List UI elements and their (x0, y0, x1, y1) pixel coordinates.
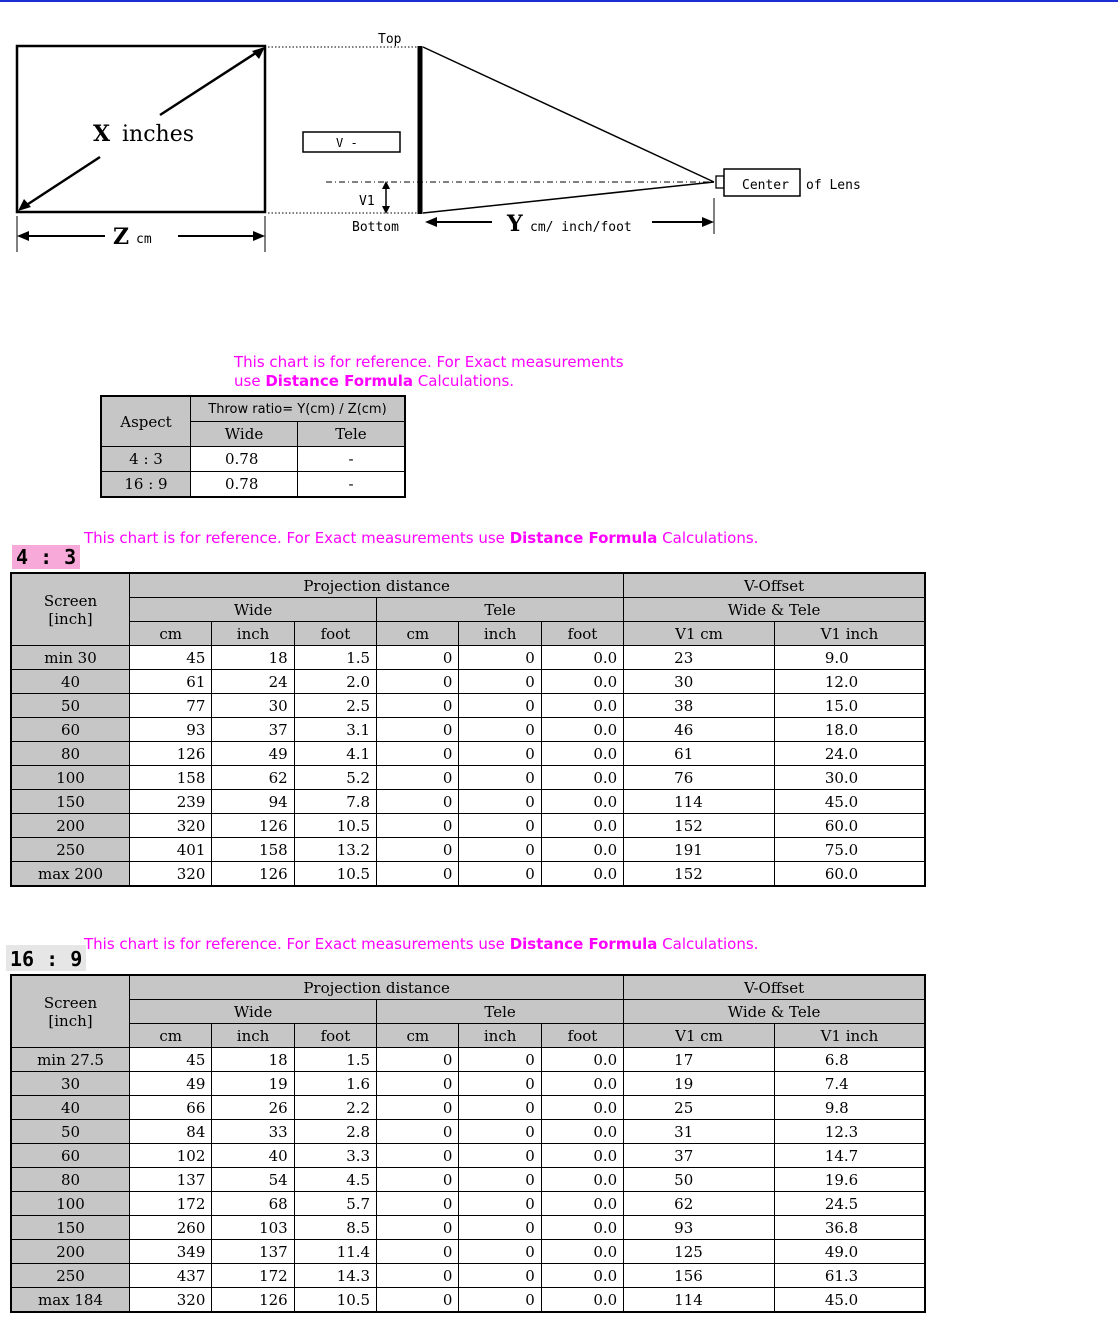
y-unit: cm/ inch/foot (530, 220, 632, 235)
table-cell: 200 (11, 1240, 130, 1264)
table-cell: 10.5 (294, 862, 376, 887)
table-cell: 40 (11, 1096, 130, 1120)
col-header-foot: foot (541, 622, 623, 646)
table-cell: 4.1 (294, 742, 376, 766)
col-header-cm: cm (377, 1024, 459, 1048)
table-cell: 36.8 (774, 1216, 925, 1240)
table-cell: 4.5 (294, 1168, 376, 1192)
table-cell: 126 (212, 862, 294, 887)
v-offset-header: V-Offset (624, 975, 925, 1000)
table-cell: 0 (377, 1240, 459, 1264)
table-row (11, 1168, 925, 1192)
table-cell: 0 (459, 694, 541, 718)
table-cell: 200 (11, 814, 130, 838)
table-cell: 0 (459, 670, 541, 694)
table-cell: 0.0 (541, 742, 623, 766)
table-cell: 156 (624, 1264, 775, 1288)
table-cell: 62 (624, 1192, 775, 1216)
table-cell: 150 (11, 1216, 130, 1240)
table-row (11, 766, 925, 790)
screen-label-inches: inches (122, 122, 195, 147)
lens-box (716, 176, 724, 188)
table-cell: 260 (130, 1216, 212, 1240)
table-cell: 0 (377, 1264, 459, 1288)
table-cell: 94 (212, 790, 294, 814)
table-cell: 30 (212, 694, 294, 718)
table-cell: 0 (459, 1072, 541, 1096)
col-header-inch: inch (212, 1024, 294, 1048)
table-cell: 60.0 (774, 814, 925, 838)
table-cell: 24 (212, 670, 294, 694)
table-cell: 24.5 (774, 1192, 925, 1216)
table-cell: 76 (624, 766, 775, 790)
distance-table-16-9 (10, 974, 926, 1313)
aspect-header: Aspect (101, 396, 191, 447)
diagonal-arrow-head-bottom (18, 199, 31, 211)
ratio-header: Throw ratio= Y(cm) / Z(cm) (191, 396, 406, 422)
table-cell: 6.8 (774, 1048, 925, 1072)
table-cell: 84 (130, 1120, 212, 1144)
table-cell: 11.4 (294, 1240, 376, 1264)
table-cell: max 184 (11, 1288, 130, 1313)
table-cell: 100 (11, 1192, 130, 1216)
projection-distance-header: Projection distance (130, 975, 624, 1000)
reference-note-top: This chart is for reference. For Exact measurements use Distance Formula Calculations. (234, 353, 624, 390)
table-cell: 31 (624, 1120, 775, 1144)
table-cell: 18.0 (774, 718, 925, 742)
table-cell: 0 (459, 1264, 541, 1288)
table-cell: 15.0 (774, 694, 925, 718)
table-cell: 320 (130, 1288, 212, 1313)
col-header-cm: cm (377, 622, 459, 646)
table-cell: 5.2 (294, 766, 376, 790)
table-cell: 9.0 (774, 646, 925, 670)
table-cell: 114 (624, 790, 775, 814)
table-cell: 320 (130, 814, 212, 838)
table-cell: 12.3 (774, 1120, 925, 1144)
table-row (11, 1288, 925, 1313)
table-cell: 158 (212, 838, 294, 862)
table-cell: 46 (624, 718, 775, 742)
table-cell: 50 (624, 1168, 775, 1192)
reference-note-4-3: This chart is for reference. For Exact measurements use Distance Formula Calculations. (84, 529, 759, 547)
col-header-inch: inch (459, 1024, 541, 1048)
table-cell: 0 (377, 1120, 459, 1144)
aspect-tag-16-9: 16 : 9 (6, 945, 86, 971)
projection-diagram (0, 20, 900, 260)
table-cell: 0 (377, 694, 459, 718)
table-cell: 0 (459, 1096, 541, 1120)
screen-label-x: X (93, 121, 111, 147)
table-cell: 45.0 (774, 1288, 925, 1313)
table-cell: 0.0 (541, 1192, 623, 1216)
table-cell: 60 (11, 718, 130, 742)
table-cell: 45 (130, 1048, 212, 1072)
table-cell: 0 (459, 1240, 541, 1264)
table-cell: 68 (212, 1192, 294, 1216)
center-label: Center (742, 178, 789, 193)
table-cell: 250 (11, 1264, 130, 1288)
table-cell: 3.3 (294, 1144, 376, 1168)
table-cell: 125 (624, 1240, 775, 1264)
distance-table-4-3 (10, 572, 926, 887)
table-cell: 3.1 (294, 718, 376, 742)
screen-header: Screen [inch] (11, 975, 130, 1048)
table-row (11, 838, 925, 862)
tele-group-header: Tele (377, 598, 624, 622)
table-cell: 93 (624, 1216, 775, 1240)
col-header-v1-inch: V1 inch (774, 1024, 925, 1048)
throw-row: 16 : 9 0.78 - (101, 472, 405, 498)
table-cell: 49.0 (774, 1240, 925, 1264)
table-cell: 0 (377, 1144, 459, 1168)
table-cell: 38 (624, 694, 775, 718)
table-cell: 50 (11, 694, 130, 718)
table-cell: min 30 (11, 646, 130, 670)
table-cell: 239 (130, 790, 212, 814)
table-cell: 25 (624, 1096, 775, 1120)
wide-header: Wide (191, 422, 298, 447)
throw-ratio-table (100, 395, 406, 498)
table-cell: 60.0 (774, 862, 925, 887)
table-cell: 320 (130, 862, 212, 887)
table-cell: 137 (130, 1168, 212, 1192)
table-cell: 0 (459, 766, 541, 790)
table-cell: 0 (459, 742, 541, 766)
table-cell: 250 (11, 838, 130, 862)
table-cell: 0.0 (541, 1216, 623, 1240)
table-cell: 0 (377, 766, 459, 790)
table-cell: 0.0 (541, 814, 623, 838)
table-row (11, 862, 925, 887)
projection-distance-header: Projection distance (130, 573, 624, 598)
table-cell: 0 (459, 1048, 541, 1072)
table-cell: 5.7 (294, 1192, 376, 1216)
table-cell: 30.0 (774, 766, 925, 790)
col-header-foot: foot (294, 1024, 376, 1048)
table-cell: 77 (130, 694, 212, 718)
table-cell: 1.5 (294, 646, 376, 670)
table-row (11, 1096, 925, 1120)
table-cell: 150 (11, 790, 130, 814)
col-header-inch: inch (212, 622, 294, 646)
table-cell: 102 (130, 1144, 212, 1168)
table-row (11, 742, 925, 766)
table-row (11, 1048, 925, 1072)
table-cell: 0 (377, 790, 459, 814)
z-label: Z (113, 224, 130, 250)
col-header-cm: cm (130, 1024, 212, 1048)
table-cell: 23 (624, 646, 775, 670)
y-label: Y (507, 211, 523, 237)
table-cell: 61 (624, 742, 775, 766)
aspect-tag-4-3: 4 : 3 (12, 545, 80, 569)
table-cell: 126 (212, 814, 294, 838)
table-cell: 0.0 (541, 838, 623, 862)
table-cell: 0 (377, 1168, 459, 1192)
table-cell: 24.0 (774, 742, 925, 766)
table-cell: 30 (11, 1072, 130, 1096)
table-cell: 0 (459, 1144, 541, 1168)
table-cell: 0 (459, 1216, 541, 1240)
table-cell: 14.7 (774, 1144, 925, 1168)
table-cell: 40 (11, 670, 130, 694)
of-lens-label: of Lens (806, 178, 861, 193)
table-row (11, 1072, 925, 1096)
top-rule (0, 0, 1118, 2)
table-cell: 14.3 (294, 1264, 376, 1288)
table-cell: 0.0 (541, 694, 623, 718)
table-cell: 0 (459, 718, 541, 742)
table-cell: 80 (11, 742, 130, 766)
table-cell: 50 (11, 1120, 130, 1144)
table-cell: 437 (130, 1264, 212, 1288)
table-cell: 2.5 (294, 694, 376, 718)
table-cell: 0 (377, 814, 459, 838)
table-cell: 0.0 (541, 1048, 623, 1072)
table-cell: 33 (212, 1120, 294, 1144)
tele-group-header: Tele (377, 1000, 624, 1024)
table-cell: 0 (377, 742, 459, 766)
col-header-foot: foot (294, 622, 376, 646)
table-cell: 7.8 (294, 790, 376, 814)
col-header-v1-cm: V1 cm (624, 622, 775, 646)
v-offset-header: V-Offset (624, 573, 925, 598)
screen-header: Screen [inch] (11, 573, 130, 646)
col-header-foot: foot (541, 1024, 623, 1048)
table-cell: 8.5 (294, 1216, 376, 1240)
col-header-v1-cm: V1 cm (624, 1024, 775, 1048)
table-cell: 2.0 (294, 670, 376, 694)
table-cell: 10.5 (294, 814, 376, 838)
bottom-label: Bottom (352, 220, 399, 235)
table-cell: 17 (624, 1048, 775, 1072)
table-row (11, 1216, 925, 1240)
table-cell: 12.0 (774, 670, 925, 694)
table-cell: 0 (459, 1120, 541, 1144)
table-cell: 61 (130, 670, 212, 694)
table-cell: 126 (212, 1288, 294, 1313)
table-cell: 0 (377, 838, 459, 862)
table-cell: 60 (11, 1144, 130, 1168)
table-cell: 0 (377, 1216, 459, 1240)
table-cell: 0 (459, 814, 541, 838)
table-cell: 0 (459, 862, 541, 887)
table-cell: 10.5 (294, 1288, 376, 1313)
table-cell: 26 (212, 1096, 294, 1120)
table-cell: 61.3 (774, 1264, 925, 1288)
table-cell: 114 (624, 1288, 775, 1313)
table-row (11, 1192, 925, 1216)
table-cell: 158 (130, 766, 212, 790)
table-row (11, 814, 925, 838)
col-header-v1-inch: V1 inch (774, 622, 925, 646)
top-label: Top (378, 32, 402, 47)
table-cell: 191 (624, 838, 775, 862)
table-cell: 0.0 (541, 1096, 623, 1120)
table-row (11, 670, 925, 694)
table-cell: 0.0 (541, 718, 623, 742)
table-cell: 100 (11, 766, 130, 790)
z-unit: cm (136, 232, 152, 247)
table-cell: max 200 (11, 862, 130, 887)
table-cell: 152 (624, 814, 775, 838)
table-cell: 172 (130, 1192, 212, 1216)
table-cell: 0 (459, 1168, 541, 1192)
table-cell: 401 (130, 838, 212, 862)
table-row (11, 646, 925, 670)
v1-label: V1 (359, 194, 375, 209)
table-cell: 45 (130, 646, 212, 670)
table-cell: 80 (11, 1168, 130, 1192)
table-cell: 0.0 (541, 1120, 623, 1144)
reference-note-16-9: This chart is for reference. For Exact measurements use Distance Formula Calculations. (84, 935, 759, 953)
table-cell: 0.0 (541, 1072, 623, 1096)
table-cell: 0 (459, 790, 541, 814)
table-row (11, 790, 925, 814)
wide-tele-header: Wide & Tele (624, 598, 925, 622)
table-cell: 0 (459, 1288, 541, 1313)
table-cell: 9.8 (774, 1096, 925, 1120)
wide-group-header: Wide (130, 1000, 377, 1024)
table-cell: 1.5 (294, 1048, 376, 1072)
table-cell: 0.0 (541, 766, 623, 790)
table-cell: 19 (624, 1072, 775, 1096)
table-cell: 0.0 (541, 1264, 623, 1288)
wide-tele-header: Wide & Tele (624, 1000, 925, 1024)
table-cell: 49 (130, 1072, 212, 1096)
throw-row: 4 : 3 0.78 - (101, 447, 405, 472)
table-cell: 0 (377, 670, 459, 694)
table-cell: 0 (459, 646, 541, 670)
table-cell: 0.0 (541, 1240, 623, 1264)
table-cell: 126 (130, 742, 212, 766)
table-cell: 13.2 (294, 838, 376, 862)
table-cell: 19 (212, 1072, 294, 1096)
table-row (11, 1240, 925, 1264)
table-cell: 0 (377, 646, 459, 670)
table-cell: 1.6 (294, 1072, 376, 1096)
table-cell: 40 (212, 1144, 294, 1168)
table-cell: 0.0 (541, 1288, 623, 1313)
table-cell: 152 (624, 862, 775, 887)
table-cell: 2.2 (294, 1096, 376, 1120)
table-cell: 0 (377, 862, 459, 887)
table-row (11, 718, 925, 742)
table-cell: 7.4 (774, 1072, 925, 1096)
tele-header: Tele (298, 422, 406, 447)
table-cell: 0.0 (541, 1168, 623, 1192)
diagonal-line-lower (22, 157, 100, 208)
table-row (11, 1144, 925, 1168)
table-cell: 62 (212, 766, 294, 790)
table-cell: 19.6 (774, 1168, 925, 1192)
table-cell: 103 (212, 1216, 294, 1240)
table-cell: 0 (459, 1192, 541, 1216)
table-cell: 49 (212, 742, 294, 766)
table-cell: 0 (377, 1288, 459, 1313)
table-cell: 18 (212, 1048, 294, 1072)
diagonal-arrow-head-top (252, 47, 265, 59)
table-cell: 0.0 (541, 790, 623, 814)
table-cell: 93 (130, 718, 212, 742)
table-cell: 172 (212, 1264, 294, 1288)
table-cell: 0 (377, 1192, 459, 1216)
table-cell: 0 (377, 1096, 459, 1120)
table-cell: 349 (130, 1240, 212, 1264)
table-cell: 0 (377, 718, 459, 742)
table-cell: 66 (130, 1096, 212, 1120)
wide-group-header: Wide (130, 598, 377, 622)
table-cell: 0.0 (541, 646, 623, 670)
table-row (11, 694, 925, 718)
table-cell: 37 (212, 718, 294, 742)
table-cell: 45.0 (774, 790, 925, 814)
table-cell: 0 (377, 1072, 459, 1096)
table-cell: 0 (459, 838, 541, 862)
table-cell: 137 (212, 1240, 294, 1264)
col-header-cm: cm (130, 622, 212, 646)
v-label: V - (336, 136, 358, 150)
table-cell: 18 (212, 646, 294, 670)
table-cell: 2.8 (294, 1120, 376, 1144)
table-cell: min 27.5 (11, 1048, 130, 1072)
table-row (11, 1264, 925, 1288)
table-cell: 0 (377, 1048, 459, 1072)
col-header-inch: inch (459, 622, 541, 646)
table-cell: 37 (624, 1144, 775, 1168)
table-cell: 0.0 (541, 670, 623, 694)
table-cell: 0.0 (541, 862, 623, 887)
table-row (11, 1120, 925, 1144)
diagonal-line-upper (160, 49, 262, 115)
table-cell: 30 (624, 670, 775, 694)
table-cell: 54 (212, 1168, 294, 1192)
table-cell: 75.0 (774, 838, 925, 862)
table-cell: 0.0 (541, 1144, 623, 1168)
